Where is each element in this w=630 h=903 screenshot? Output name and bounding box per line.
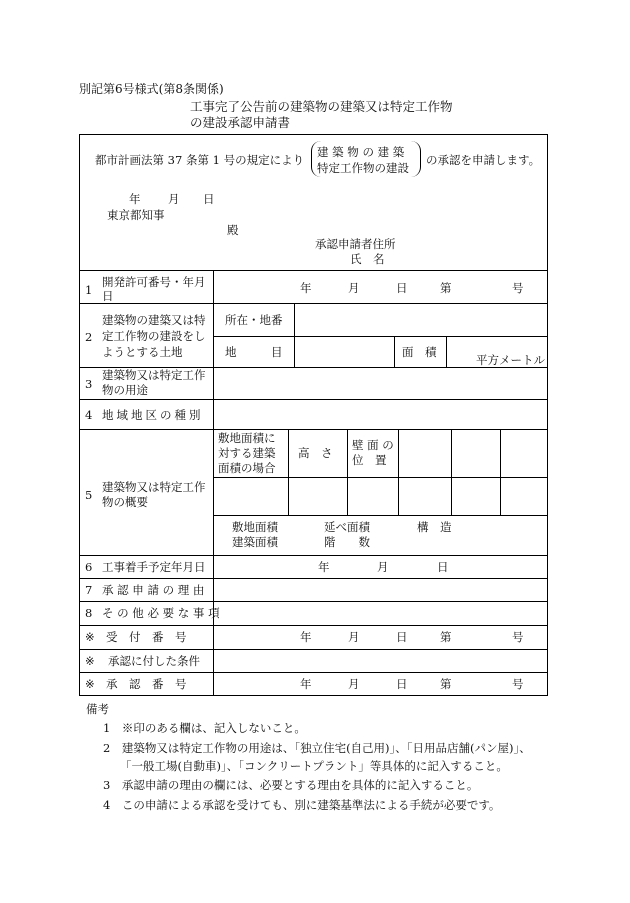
addressee: 東京都知事 [107, 208, 165, 222]
overview-label-2: 物の概要 [102, 495, 148, 509]
floors-label: 階 数 [324, 535, 370, 549]
note-1: 1 ※印のある欄は、記入しないこと。 [103, 721, 306, 735]
month-label: 月 [377, 560, 389, 574]
floor-area-label: 延べ面積 [324, 520, 370, 534]
dai-label: 第 [440, 630, 452, 644]
grid-line [79, 555, 548, 556]
start-date-label: 工事着手予定年月日 [102, 560, 206, 574]
grid-line [213, 477, 548, 478]
row-mark: ※ [85, 630, 95, 644]
grid-line [213, 336, 548, 337]
zoning-label: 地域地区の種別 [102, 408, 204, 422]
day-label: 日 [396, 630, 408, 644]
honorific: 殿 [227, 223, 239, 237]
site-area-label: 敷地面積 [232, 520, 278, 534]
request-text: の承認を申請します。 [426, 153, 541, 167]
row-number: 1 [85, 283, 93, 297]
note-2a: 2 建築物又は特定工作物の用途は、「独立住宅(自己用)」、「日用品店舗(パン屋)」、 [103, 741, 531, 755]
grid-line [451, 429, 452, 515]
row-number: 8 [85, 606, 93, 620]
land-category-label: 地 目 [225, 345, 283, 359]
coverage-label-1: 敷地面積に [218, 431, 276, 445]
go-label: 号 [512, 281, 524, 295]
use-label-2: 物の用途 [102, 383, 148, 397]
grid-line [288, 429, 289, 515]
grid-line [347, 429, 348, 515]
grid-line [79, 578, 548, 579]
row-number: 6 [85, 560, 93, 574]
day-label: 日 [437, 560, 449, 574]
location-label: 所在・地番 [225, 313, 283, 327]
dai-label: 第 [440, 281, 452, 295]
option-structure: 特定工作物の建設 [317, 161, 409, 175]
note-3: 3 承認申請の理由の欄には、必要とする理由を具体的に記入すること。 [103, 778, 479, 792]
go-label: 号 [512, 630, 524, 644]
year-label: 年 [300, 630, 312, 644]
year-label: 年 [300, 281, 312, 295]
day-label: 日 [396, 677, 408, 691]
row-number: 7 [85, 583, 93, 597]
row-number: 3 [85, 377, 93, 391]
use-label-1: 建築物又は特定工作 [102, 368, 206, 382]
option-building: 建 築 物 の 建 築 [317, 145, 405, 159]
applicant-address-label: 承認申請者住所 [315, 237, 396, 251]
grid-line [394, 336, 395, 367]
form-number: 別記第6号様式(第8条関係) [79, 82, 224, 96]
date-day-label: 日 [203, 192, 215, 206]
legal-basis-text: 都市計画法第 37 条第 1 号の規定により [95, 153, 305, 167]
area-label: 面 積 [402, 345, 437, 359]
land-label-2: 定工作物の建設をし [102, 329, 206, 343]
grid-line [79, 399, 548, 400]
conditions-label: 承認に付した条件 [108, 654, 200, 668]
other-items-label: そ の 他 必 要 な 事 項 [102, 606, 220, 620]
form-title-line1: 工事完了公告前の建築物の建築又は特定工作物 [190, 99, 453, 114]
grid-line [294, 303, 295, 367]
structure-label: 構 造 [417, 520, 452, 534]
row-number: 4 [85, 408, 93, 422]
grid-line [500, 429, 501, 515]
row-number: 2 [85, 330, 93, 344]
month-label: 月 [348, 281, 360, 295]
go-label: 号 [512, 677, 524, 691]
overview-label-1: 建築物又は特定工作 [102, 480, 206, 494]
building-area-label: 建築面積 [232, 535, 278, 549]
date-month-label: 月 [168, 192, 180, 206]
grid-line [79, 649, 548, 650]
approval-number-label: 承 認 番 号 [106, 677, 187, 691]
grid-line [79, 270, 548, 271]
grid-line [446, 336, 447, 367]
area-unit: 平方メートル [476, 353, 545, 367]
grid-line [79, 303, 548, 304]
note-2b: 「一般工場(自動車)」、「コンクリートプラント」等具体的に記入すること。 [120, 759, 508, 773]
land-label-3: ようとする土地 [102, 345, 183, 359]
date-year-label: 年 [129, 192, 141, 206]
month-label: 月 [348, 630, 360, 644]
permit-number-label: 開発許可番号・年月 [102, 275, 206, 289]
year-label: 年 [300, 677, 312, 691]
receipt-number-label: 受 付 番 号 [106, 630, 187, 644]
grid-line [79, 429, 548, 430]
coverage-label-2: 対する建築 [218, 446, 276, 460]
grid-line [398, 429, 399, 515]
height-label: 高 さ [298, 446, 333, 460]
row-mark: ※ [85, 677, 95, 691]
month-label: 月 [348, 677, 360, 691]
form-title-line2: の建設承認申請書 [190, 115, 291, 130]
wall-position-label-1: 壁 面 の [352, 438, 394, 452]
row-number: 5 [85, 488, 93, 502]
land-label-1: 建築物の建築又は特 [102, 313, 206, 327]
note-4: 4 この申請による承認を受けても、別に建築基準法による手続が必要です。 [103, 798, 501, 812]
notes-heading: 備考 [86, 702, 109, 716]
grid-line [79, 625, 548, 626]
row-mark: ※ [85, 654, 95, 668]
day-label: 日 [396, 281, 408, 295]
grid-line [213, 270, 214, 696]
dai-label: 第 [440, 677, 452, 691]
wall-position-label-2: 位 置 [352, 453, 387, 467]
grid-line [79, 672, 548, 673]
permit-number-label-2: 日 [102, 289, 114, 303]
applicant-name-label: 氏 名 [350, 252, 385, 266]
coverage-label-3: 面積の場合 [218, 461, 276, 475]
grid-line [79, 601, 548, 602]
grid-line [213, 515, 548, 516]
year-label: 年 [318, 560, 330, 574]
reason-label: 承 認 申 請 の 理 由 [102, 583, 205, 597]
